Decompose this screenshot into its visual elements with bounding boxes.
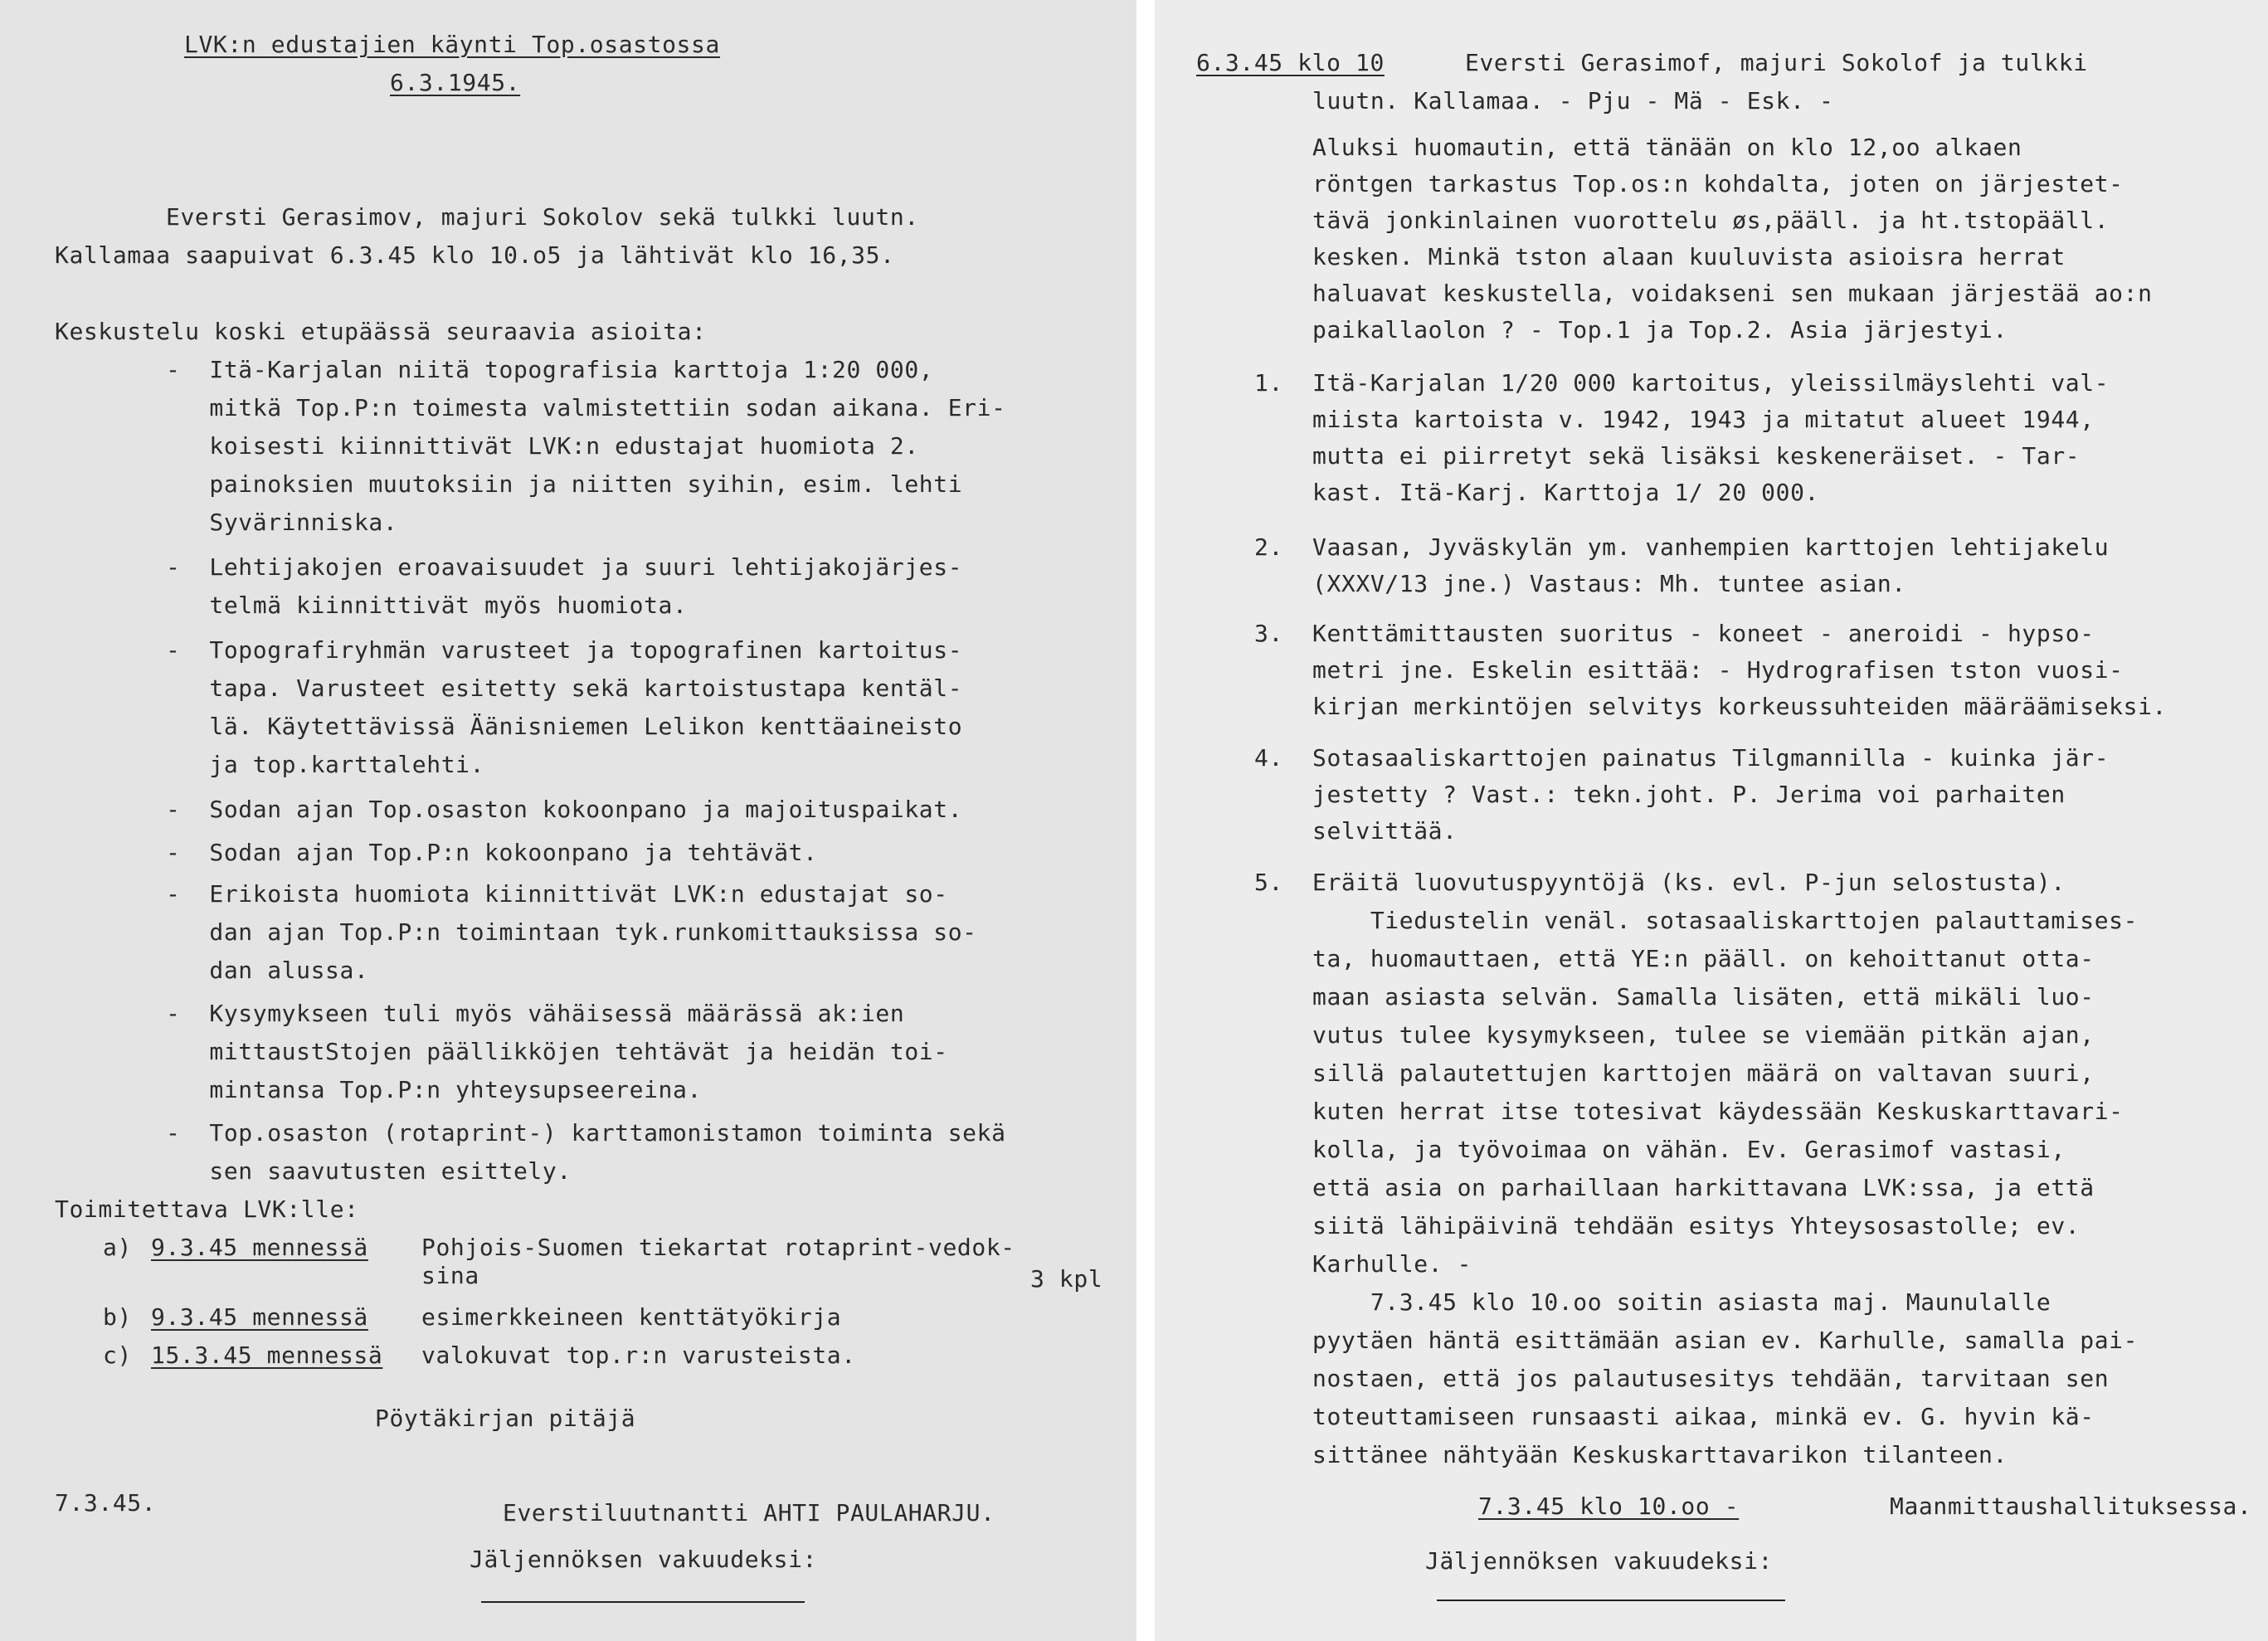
intro-line: kesken. Minkä tston alaan kuuluvista asioisra herrat bbox=[1312, 243, 2066, 270]
topic-line: mintansa Top.P:n yhteysupseereina. bbox=[166, 1076, 702, 1103]
topic-line: mitkä Top.P:n toimesta valmistettiin sodan aikana. Eri- bbox=[166, 394, 1006, 421]
item-line: mutta ei piirretyt sekä lisäksi keskeneräiset. - Tar- bbox=[1312, 442, 2081, 470]
topic-line: sen saavutusten esittely. bbox=[166, 1157, 572, 1185]
intro-line-1: Eversti Gerasimov, majuri Sokolov sekä tulkki luutn. bbox=[166, 203, 919, 231]
copy-certification-label: Jäljennöksen vakuudeksi: bbox=[1425, 1547, 1773, 1575]
topic-line: - Top.osaston (rotaprint-) karttamonistamon toiminta sekä bbox=[166, 1119, 1006, 1147]
intro-line: röntgen tarkastus Top.os:n kohdalta, joten on järjestet- bbox=[1312, 170, 2124, 197]
topic-line: - Lehtijakojen eroavaisuudet ja suuri lehtijakojärjes- bbox=[166, 553, 963, 581]
document-date: 6.3.1945. bbox=[390, 69, 521, 96]
item-line: miista kartoista v. 1942, 1943 ja mitatut alueet 1944, bbox=[1312, 406, 2095, 433]
deliverable-qty: 3 kpl bbox=[1030, 1265, 1103, 1293]
deliverable-letter: b) bbox=[103, 1303, 132, 1331]
item-number: 3. bbox=[1254, 620, 1283, 647]
keeper-name: Everstiluutnantti AHTI PAULAHARJU. bbox=[503, 1499, 995, 1527]
paragraph-line: maan asiasta selvän. Samalla lisäten, että mikäli luo- bbox=[1312, 983, 2095, 1010]
item-line: selvittää. bbox=[1312, 817, 1458, 845]
topic-line: lä. Käytettävissä Äänisniemen Lelikon kenttäaineisto bbox=[166, 713, 963, 740]
topic-line: dan alussa. bbox=[166, 957, 369, 984]
item-number: 5. bbox=[1254, 869, 1283, 896]
paragraph-line: Karhulle. - bbox=[1312, 1250, 1472, 1278]
deliverable-deadline: 9.3.45 mennessä bbox=[151, 1234, 368, 1261]
deliverable-deadline: 9.3.45 mennessä bbox=[151, 1303, 368, 1331]
topic-line: koisesti kiinnittivät LVK:n edustajat huomiota 2. bbox=[166, 432, 919, 460]
document-title: LVK:n edustajien käynti Top.osastossa bbox=[184, 31, 720, 58]
right-page bbox=[1155, 0, 2268, 1641]
header-participants: Eversti Gerasimof, majuri Sokolof ja tulkki bbox=[1465, 49, 2088, 76]
topic-line: - Kysymykseen tuli myös vähäisessä määrässä ak:ien bbox=[166, 1000, 905, 1027]
paragraph-line: kuten herrat itse totesivat käydessään Keskuskarttavari- bbox=[1312, 1098, 2124, 1125]
deliverable-text-cont: sina bbox=[421, 1262, 479, 1289]
deliverable-deadline: 15.3.45 mennessä bbox=[151, 1342, 383, 1369]
paragraph-line: pyytäen häntä esittämään asian ev. Karhulle, samalla pai- bbox=[1312, 1327, 2139, 1354]
paragraph-line: kolla, ja työvoimaa on vähän. Ev. Gerasimof vastasi, bbox=[1312, 1136, 2066, 1163]
item-line: (XXXV/13 jne.) Vastaus: Mh. tuntee asian. bbox=[1312, 570, 1906, 597]
deliverable-text: valokuvat top.r:n varusteista. bbox=[421, 1342, 856, 1369]
topic-line: - Sodan ajan Top.osaston kokoonpano ja majoituspaikat. bbox=[166, 796, 963, 823]
paragraph-line: vutus tulee kysymykseen, tulee se viemään pitkän ajan, bbox=[1312, 1021, 2095, 1049]
topic-line: painoksien muutoksiin ja niitten syihin, esim. lehti bbox=[166, 470, 963, 498]
page-gap bbox=[1136, 0, 1155, 1641]
paragraph-line: toteuttamiseen runsaasti aikaa, minkä ev. G. hyvin kä- bbox=[1312, 1403, 2095, 1430]
copy-certification-label: Jäljennöksen vakuudeksi: bbox=[470, 1546, 817, 1573]
item-line: metri jne. Eskelin esittää: - Hydrografisen tston vuosi- bbox=[1312, 656, 2124, 684]
deliverable-letter: a) bbox=[103, 1234, 132, 1261]
signature-line bbox=[1437, 1600, 1785, 1601]
intro-line: paikallaolon ? - Top.1 ja Top.2. Asia järjestyi. bbox=[1312, 316, 2008, 343]
paragraph-line: sillä palautettujen karttojen määrä on valtavan suuri, bbox=[1312, 1059, 2095, 1087]
sign-date: 7.3.45. bbox=[55, 1489, 157, 1517]
topic-line: - Erikoista huomiota kiinnittivät LVK:n edustajat so- bbox=[166, 880, 948, 908]
header-date: 6.3.45 klo 10 bbox=[1196, 49, 1385, 76]
item-number: 2. bbox=[1254, 533, 1283, 561]
item-line: Sotasaaliskarttojen painatus Tilgmannilla - kuinka jär- bbox=[1312, 744, 2110, 772]
paragraph-line: Tiedustelin venäl. sotasaaliskarttojen palauttamises- bbox=[1312, 907, 2139, 934]
intro-line: tävä jonkinlainen vuorottelu øs,pääll. ja ht.tstopääll. bbox=[1312, 207, 2110, 234]
topic-line: - Sodan ajan Top.P:n kokoonpano ja tehtävät. bbox=[166, 839, 818, 866]
item-line: kast. Itä-Karj. Karttoja 1/ 20 000. bbox=[1312, 479, 1820, 506]
item-number: 1. bbox=[1254, 369, 1283, 397]
paragraph-line: sittänee nähtyään Keskuskarttavarikon tilanteen. bbox=[1312, 1441, 2008, 1468]
item-line: kirjan merkintöjen selvitys korkeussuhteiden määräämiseksi. bbox=[1312, 693, 2167, 720]
item-line: Kenttämittausten suoritus - koneet - aneroidi - hypso- bbox=[1312, 620, 2095, 647]
signature-line bbox=[481, 1601, 805, 1603]
deliverable-letter: c) bbox=[103, 1342, 132, 1369]
topic-line: ja top.karttalehti. bbox=[166, 751, 485, 778]
paragraph-line: ta, huomauttaen, että YE:n pääll. on kehoittanut otta- bbox=[1312, 945, 2095, 972]
deliverables-heading: Toimitettava LVK:lle: bbox=[55, 1195, 359, 1223]
paragraph-line: siitä lähipäivinä tehdään esitys Yhteysosastolle; ev. bbox=[1312, 1212, 2081, 1239]
paragraph-line: 7.3.45 klo 10.oo soitin asiasta maj. Maunulalle bbox=[1312, 1288, 2051, 1316]
item-number: 4. bbox=[1254, 744, 1283, 772]
topic-line: mittaustStojen päällikköjen tehtävät ja heidän toi- bbox=[166, 1038, 948, 1065]
topic-line: telmä kiinnittivät myös huomiota. bbox=[166, 592, 688, 619]
item-line: jestetty ? Vast.: tekn.joht. P. Jerima voi parhaiten bbox=[1312, 781, 2066, 808]
intro-line: haluavat keskustella, voidakseni sen mukaan järjestää ao:n bbox=[1312, 280, 2153, 307]
paragraph-line: nostaen, että jos palautusesitys tehdään, tarvitaan sen bbox=[1312, 1365, 2110, 1392]
deliverable-text: Pohjois-Suomen tiekartat rotaprint-vedok- bbox=[421, 1234, 1015, 1261]
topic-line: - Itä-Karjalan niitä topografisia karttoja 1:20 000, bbox=[166, 356, 934, 383]
final-date: 7.3.45 klo 10.oo - bbox=[1478, 1492, 1740, 1520]
topic-line: - Topografiryhmän varusteet ja topografinen kartoitus- bbox=[166, 636, 963, 664]
topics-heading: Keskustelu koski etupäässä seuraavia asioita: bbox=[55, 318, 707, 345]
topic-line: tapa. Varusteet esitetty sekä kartoistustapa kentäl- bbox=[166, 674, 963, 702]
intro-line-2: Kallamaa saapuivat 6.3.45 klo 10.o5 ja lähtivät klo 16,35. bbox=[55, 241, 895, 269]
item-line: Eräitä luovutuspyyntöjä (ks. evl. P-jun selostusta). bbox=[1312, 869, 2066, 896]
header-participants-cont: luutn. Kallamaa. - Pju - Mä - Esk. - bbox=[1312, 87, 1834, 114]
keeper-label: Pöytäkirjan pitäjä bbox=[375, 1405, 636, 1432]
item-line: Itä-Karjalan 1/20 000 kartoitus, yleissilmäyslehti val- bbox=[1312, 369, 2110, 397]
item-line: Vaasan, Jyväskylän ym. vanhempien karttojen lehtijakelu bbox=[1312, 533, 2110, 561]
topic-line: Syvärinniska. bbox=[166, 509, 398, 536]
intro-line: Aluksi huomautin, että tänään on klo 12,oo alkaen bbox=[1312, 134, 2022, 161]
paragraph-line: että asia on parhaillaan harkittavana LVK:ssa, ja että bbox=[1312, 1174, 2095, 1201]
deliverable-text: esimerkkeineen kenttätyökirja bbox=[421, 1303, 842, 1331]
final-place: Maanmittaushallituksessa. bbox=[1890, 1492, 2252, 1520]
topic-line: dan ajan Top.P:n toimintaan tyk.runkomittauksissa so- bbox=[166, 918, 977, 946]
